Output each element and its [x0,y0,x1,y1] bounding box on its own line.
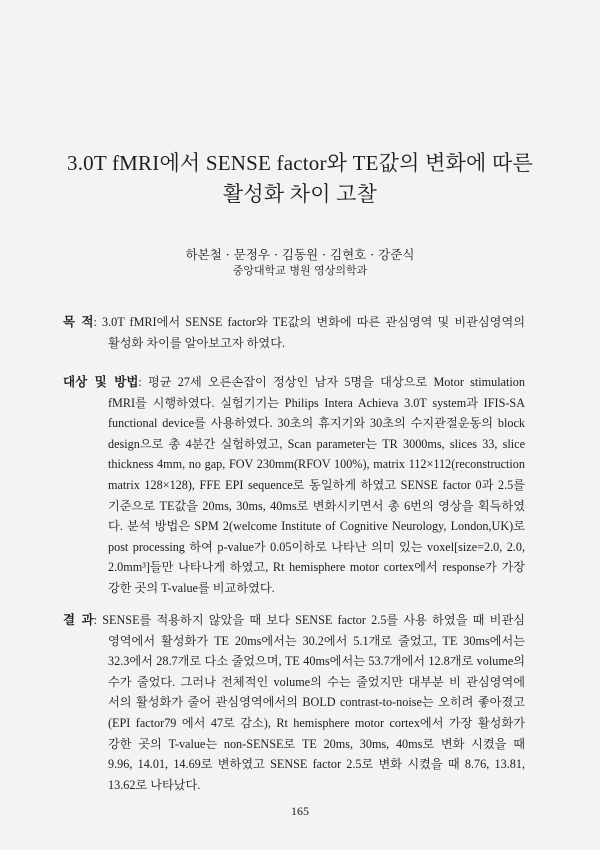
results-line-7: 강한 곳의 T-value는 non-SENSE로 TE 20ms, 30ms, 40ms로 변화 시켰을 때 [108,736,525,751]
methods-line-11: 강한 곳의 T-value를 비교하였다. [108,580,275,595]
results-line-6: (EPI factor79 에서 47로 감소), Rt hemisphere motor cortex에서 가장 활성화가 [108,715,525,730]
methods-line-9: post processing 하여 p-value가 0.05이하로 나타난 의미 있는 voxel[size=2.0, 2.0, [108,539,525,554]
methods-line-4: design으로 총 4분간 실험하였고, Scan parameter는 TR 3000ms, slices 33, slice [108,436,525,451]
results-line-9: 13.62로 나타났다. [108,777,201,792]
results-line-4: 수가 줄었다. 그러나 전체적인 volume의 수는 줄었지만 대부분 비 관심영역에 [108,674,525,689]
title-line-1: 3.0T fMRI에서 SENSE factor와 TE값의 변화에 따른 [67,151,533,175]
methods-line-2: fMRI를 시행하였다. 실험기기는 Philips Intera Achieva 3.0T system과 IFIS-SA [108,395,525,410]
paper-title [0,148,600,210]
methods-line-6: matrix 128×128), FFE EPI sequence로 동일하게 하였고 SENSE factor 0과 2.5를 [108,477,525,492]
methods-label: 대상 및 방법 [63,374,139,389]
methods-line-5: thickness 4mm, no gap, FOV 230mm(RFOV 100%), matrix 112×112(reconstruction [108,457,525,472]
results-section [63,610,525,795]
purpose-text-1: : 3.0T fMRI에서 SENSE factor와 TE값의 변화에 따른 관심영역 및 비관심영역의 [93,315,525,329]
methods-text-1: : 평균 27세 오른손잡이 정상인 남자 5명을 대상으로 Motor stimulation [138,375,525,389]
methods-line-7: 기준으로 TE값을 20ms, 30ms, 40ms로 변화시키면서 총 6번의 영상을 획득하였 [108,498,525,513]
results-label: 결 과 [63,612,94,627]
purpose-section [63,312,525,353]
methods-section [63,372,525,599]
author-list: 하본철 · 문정우 · 김동원 · 김현호 · 강준식 [185,247,415,262]
results-text-1: : SENSE를 적용하지 않았을 때 보다 SENSE factor 2.5를 사용 하였을 때 비관심 [93,613,525,627]
affiliation: 중앙대학교 병원 영상의학과 [232,264,368,277]
purpose-line-2: 활성화 차이를 알아보고자 하였다. [108,335,286,350]
results-line-1 [63,610,525,631]
results-line-5: 서의 활성화가 줄어 관심영역에서의 BOLD contrast-to-noise는 오히려 좋아졌고 [108,695,525,710]
methods-line-1 [63,372,525,393]
title-line-2: 활성화 차이 고찰 [222,182,378,206]
results-line-3: 32.3에서 28.7개로 다소 줄었으며, TE 40ms에서는 53.7개에서 12.8개로 volume의 [108,654,525,669]
methods-line-8: 다. 분석 방법은 SPM 2(welcome Institute of Cognitive Neurology, London,UK)로 [108,519,525,534]
results-line-2: 영역에서 활성화가 TE 20ms에서는 30.2에서 5.1개로 줄었고, TE 30ms에서는 [108,633,525,648]
methods-line-3: functional device를 사용하였다. 30초의 휴지기와 30초의 수지관절운동의 block [108,416,525,431]
purpose-label: 목 적 [63,314,94,329]
page-number: 165 [291,804,309,818]
methods-line-10: 2.0mm³]들만 나타나게 하였고, Rt hemisphere motor cortex에서 response가 가장 [108,560,525,575]
purpose-line-1 [63,312,525,333]
results-line-8: 9.96, 14.01, 14.69로 변하였고 SENSE factor 2.5로 변화 시켰을 때 8.76, 13.81, [108,757,525,772]
